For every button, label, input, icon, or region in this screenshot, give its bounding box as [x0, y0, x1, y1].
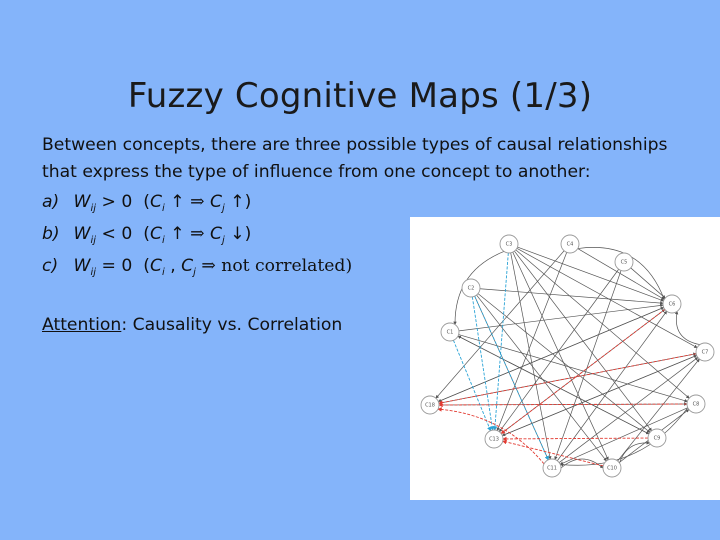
- edge-C11-C10: [561, 459, 603, 468]
- weight-subscript: ij: [90, 267, 97, 278]
- nodes-layer: [421, 235, 714, 477]
- close-paren: ): [345, 256, 353, 276]
- node-label: C10: [607, 465, 617, 472]
- concept-i-arrow: ↑: [164, 192, 191, 212]
- node-c6: [663, 295, 681, 313]
- node-label: C2: [467, 285, 475, 292]
- node-c11: [543, 459, 561, 477]
- not-correlated-text: ⇒ not correlated: [195, 256, 346, 276]
- close-paren: ): [244, 224, 252, 244]
- edge-C4-C13: [497, 252, 566, 430]
- node-c13: [485, 430, 503, 448]
- implies-symbol: ⇒: [190, 224, 210, 244]
- concept-j-arrow: ↑: [224, 192, 245, 212]
- case-marker: b): [42, 224, 60, 244]
- edge-C3-C13: [495, 253, 509, 430]
- edge-C13-C6: [501, 309, 665, 433]
- edge-C11-C7: [559, 357, 698, 462]
- edge-C3-C10: [513, 252, 608, 460]
- node-label: C1: [446, 329, 454, 336]
- node-label: C18: [425, 402, 435, 409]
- edge-C7-C6: [676, 311, 700, 344]
- concept-j-subscript: j: [193, 267, 196, 278]
- concept-i: C: [149, 192, 162, 212]
- close-paren: ): [244, 192, 252, 212]
- edge-C2-C13: [472, 297, 492, 430]
- case-a: a) $W_{ij} > 0$ ($C_i$ ↑ ⇒ $C_j$ ↑): [42, 186, 682, 218]
- edge-C2-C9: [478, 294, 650, 433]
- concept-j-subscript: j: [221, 203, 225, 214]
- node-c10: [603, 459, 621, 477]
- node-label: C11: [547, 465, 557, 472]
- fcm-graph: [410, 217, 720, 500]
- node-c9: [648, 429, 666, 447]
- node-c4: [561, 235, 579, 253]
- fcm-graph-panel: [410, 217, 720, 500]
- slide-title: Fuzzy Cognitive Maps (1/3): [127, 76, 593, 116]
- node-c1: [441, 323, 459, 341]
- node-label: C3: [505, 241, 513, 248]
- case-b: b) $W_{ij} < 0$ ($C_i$ ↑ ⇒ $C_j$ ↓): [42, 218, 682, 250]
- weight-symbol: W: [73, 256, 91, 276]
- concept-j-arrow: ↓: [224, 224, 245, 244]
- weight-symbol: W: [73, 192, 91, 212]
- weight-relation: < 0: [96, 224, 133, 244]
- edge-C3-C6: [517, 247, 663, 301]
- concept-j-subscript: j: [221, 235, 225, 246]
- case-marker: a): [42, 192, 60, 212]
- node-label: C13: [489, 436, 499, 443]
- node-c18: [421, 396, 439, 414]
- node-label: C6: [668, 301, 676, 308]
- weight-subscript: ij: [90, 203, 97, 214]
- concept-j: C: [209, 192, 222, 212]
- concept-i-subscript: i: [161, 267, 165, 278]
- attention-label: Attention: [42, 315, 122, 335]
- node-c3: [500, 235, 518, 253]
- attention-text: : Causality vs. Correlation: [121, 315, 343, 335]
- weight-symbol: W: [73, 224, 91, 244]
- node-c7: [696, 343, 714, 361]
- node-c2: [462, 279, 480, 297]
- edge-C5-C13: [499, 269, 618, 431]
- weight-subscript: ij: [90, 235, 97, 246]
- edge-C3-C11: [511, 253, 551, 459]
- concept-i-subscript: i: [161, 203, 165, 214]
- weight-relation: > 0: [96, 192, 133, 212]
- edge-C6-C18: [438, 307, 663, 401]
- case-c: c) $W_{ij} = 0$ ($C_i$ , $C_j$ ⇒ not correlated): [42, 250, 682, 282]
- implies-symbol: ⇒: [190, 192, 210, 212]
- node-c5: [615, 253, 633, 271]
- case-marker: c): [42, 256, 59, 276]
- intro-paragraph: Between concepts, there are three possible types of causal relationships that express the type of influence from one concept to another:: [42, 135, 668, 182]
- concept-j: C: [181, 256, 194, 276]
- node-c8: [687, 395, 705, 413]
- edge-C9-C1: [458, 336, 649, 434]
- node-label: C5: [620, 259, 628, 266]
- concept-i-subscript: i: [161, 235, 165, 246]
- concept-i: C: [149, 256, 162, 276]
- concept-j: C: [209, 224, 222, 244]
- weight-relation: = 0: [96, 256, 133, 276]
- node-label: C9: [653, 435, 661, 442]
- concept-i-arrow: ↑: [164, 224, 191, 244]
- concept-separator: ,: [164, 256, 182, 276]
- edge-C9-C13: [503, 438, 648, 439]
- node-label: C4: [566, 241, 574, 248]
- edge-C1-C6: [459, 305, 663, 331]
- node-label: C8: [692, 401, 700, 408]
- edge-C1-C13: [453, 340, 490, 430]
- node-label: C7: [701, 349, 709, 356]
- edge-C8-C11: [560, 408, 688, 465]
- concept-i: C: [149, 224, 162, 244]
